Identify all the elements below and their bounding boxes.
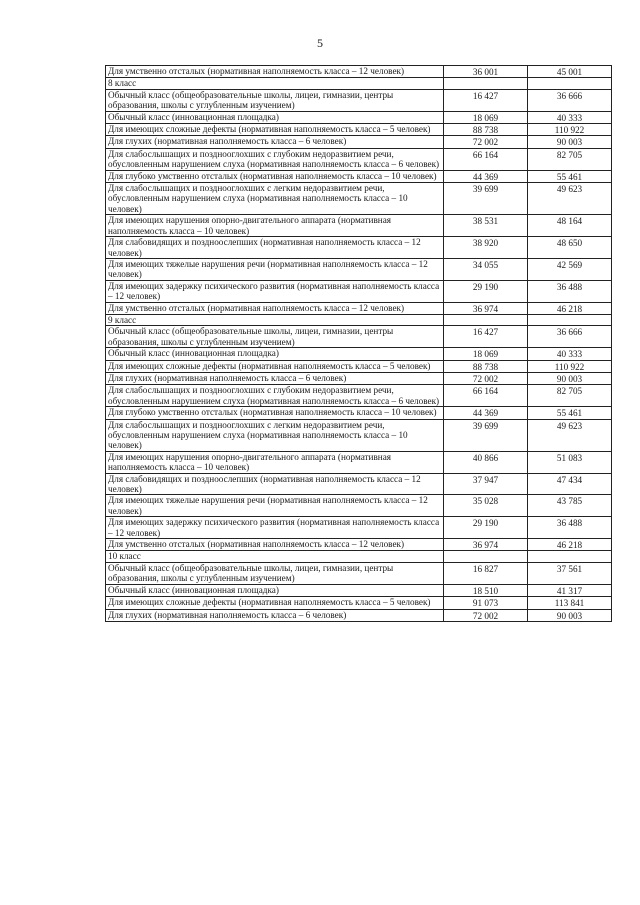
value-column-2: 90 003 — [528, 609, 612, 621]
value-column-2: 48 164 — [528, 215, 612, 237]
value-column-2: 55 461 — [528, 170, 612, 182]
value-column-2: 47 434 — [528, 473, 612, 495]
class-type-label: Для слабослышащих и позднооглохших с глубоким недоразвитием речи, обусловленным нарушением слуха (нормативная наполняемость класса – 6 человек) — [106, 385, 444, 407]
table-row — [106, 280, 612, 302]
class-type-label: Обычный класс (общеобразовательные школы, лицеи, гимназии, центры образования, школы с углубленным изучением) — [106, 89, 444, 111]
class-type-label: Обычный класс (инновационная площадка) — [106, 584, 444, 596]
value-column-2: 82 705 — [528, 148, 612, 170]
value-column-2: 49 623 — [528, 419, 612, 451]
class-type-label: Для глухих (нормативная наполняемость класса – 6 человек) — [106, 136, 444, 148]
value-column-2: 110 922 — [528, 360, 612, 372]
class-type-label: Для имеющих сложные дефекты (нормативная наполняемость класса – 5 человек) — [106, 124, 444, 136]
class-type-label: Для имеющих нарушения опорно-двигательного аппарата (нормативная наполняемость класса – 10 человек) — [106, 451, 444, 473]
table-row — [106, 372, 612, 384]
value-column-1: 16 427 — [444, 89, 528, 111]
table-row — [106, 170, 612, 182]
class-type-label: Для слабослышащих и позднооглохших с легким недоразвитием речи, обусловленным нарушением слуха (нормативная наполняемость класса – 10 человек) — [106, 419, 444, 451]
value-column-1: 91 073 — [444, 597, 528, 609]
value-column-2: 42 569 — [528, 258, 612, 280]
table-row — [106, 539, 612, 551]
value-column-1: 16 427 — [444, 326, 528, 348]
table-row — [106, 348, 612, 360]
value-column-2: 48 650 — [528, 237, 612, 259]
value-column-2: 46 218 — [528, 539, 612, 551]
value-column-1: 72 002 — [444, 609, 528, 621]
value-column-2: 36 488 — [528, 280, 612, 302]
class-type-label: Для имеющих тяжелые нарушения речи (нормативная наполняемость класса – 12 человек) — [106, 495, 444, 517]
value-column-2: 40 333 — [528, 348, 612, 360]
table-row — [106, 111, 612, 123]
class-type-label: Для слабослышащих и позднооглохших с глубоким недоразвитием речи, обусловленным нарушением слуха (нормативная наполняемость класса – 6 человек) — [106, 148, 444, 170]
value-column-1: 66 164 — [444, 148, 528, 170]
class-type-label: Для имеющих сложные дефекты (нормативная наполняемость класса – 5 человек) — [106, 597, 444, 609]
value-column-1: 44 369 — [444, 170, 528, 182]
empty-cell — [444, 78, 528, 89]
value-column-1: 35 028 — [444, 495, 528, 517]
table-row — [106, 407, 612, 419]
table-row — [106, 89, 612, 111]
class-type-label: Для глухих (нормативная наполняемость класса – 6 человек) — [106, 609, 444, 621]
value-column-1: 16 827 — [444, 562, 528, 584]
table-row — [106, 258, 612, 280]
value-column-1: 37 947 — [444, 473, 528, 495]
table-row — [106, 562, 612, 584]
class-type-label: Для имеющих задержку психического развития (нормативная наполняемость класса – 12 человек) — [106, 280, 444, 302]
value-column-2: 36 488 — [528, 517, 612, 539]
table-row — [106, 124, 612, 136]
class-type-label: Для умственно отсталых (нормативная наполняемость класса – 12 человек) — [106, 66, 444, 78]
section-header-row — [106, 78, 612, 89]
class-type-label: Для глухих (нормативная наполняемость класса – 6 человек) — [106, 372, 444, 384]
value-column-1: 18 069 — [444, 111, 528, 123]
empty-cell — [444, 551, 528, 562]
value-column-1: 39 699 — [444, 419, 528, 451]
table-row — [106, 609, 612, 621]
table-row — [106, 326, 612, 348]
class-type-label: Для умственно отсталых (нормативная наполняемость класса – 12 человек) — [106, 302, 444, 314]
table-row — [106, 183, 612, 215]
table-row — [106, 584, 612, 596]
class-type-label: Для имеющих задержку психического развития (нормативная наполняемость класса – 12 человек) — [106, 517, 444, 539]
value-column-1: 34 055 — [444, 258, 528, 280]
value-column-2: 43 785 — [528, 495, 612, 517]
value-column-1: 72 002 — [444, 372, 528, 384]
table-row — [106, 136, 612, 148]
value-column-1: 29 190 — [444, 517, 528, 539]
table-row — [106, 237, 612, 259]
value-column-2: 36 666 — [528, 89, 612, 111]
table-row — [106, 215, 612, 237]
value-column-1: 18 069 — [444, 348, 528, 360]
class-type-label: Для слабослышащих и позднооглохших с легким недоразвитием речи, обусловленным нарушением слуха (нормативная наполняемость класса – 10 человек) — [106, 183, 444, 215]
table-row — [106, 302, 612, 314]
class-type-label: Для имеющих сложные дефекты (нормативная наполняемость класса – 5 человек) — [106, 360, 444, 372]
value-column-2: 36 666 — [528, 326, 612, 348]
value-column-1: 66 164 — [444, 385, 528, 407]
table-row — [106, 148, 612, 170]
value-column-1: 29 190 — [444, 280, 528, 302]
value-column-1: 36 974 — [444, 539, 528, 551]
class-type-label: Для глубоко умственно отсталых (нормативная наполняемость класса – 10 человек) — [106, 407, 444, 419]
value-column-1: 88 738 — [444, 124, 528, 136]
value-column-2: 110 922 — [528, 124, 612, 136]
table-row — [106, 419, 612, 451]
value-column-2: 51 083 — [528, 451, 612, 473]
value-column-1: 39 699 — [444, 183, 528, 215]
value-column-2: 40 333 — [528, 111, 612, 123]
funding-standards-table — [105, 65, 612, 622]
class-type-label: Обычный класс (общеобразовательные школы, лицеи, гимназии, центры образования, школы с углубленным изучением) — [106, 326, 444, 348]
empty-cell — [528, 314, 612, 325]
section-header-row — [106, 314, 612, 325]
value-column-1: 40 866 — [444, 451, 528, 473]
value-column-1: 36 974 — [444, 302, 528, 314]
value-column-2: 82 705 — [528, 385, 612, 407]
section-label: 8 класс — [106, 78, 444, 89]
table-row — [106, 385, 612, 407]
section-header-row — [106, 551, 612, 562]
value-column-2: 90 003 — [528, 372, 612, 384]
value-column-1: 18 510 — [444, 584, 528, 596]
class-type-label: Обычный класс (инновационная площадка) — [106, 348, 444, 360]
value-column-1: 44 369 — [444, 407, 528, 419]
table-body — [106, 66, 612, 622]
table-row — [106, 517, 612, 539]
empty-cell — [444, 314, 528, 325]
value-column-2: 37 561 — [528, 562, 612, 584]
class-type-label: Обычный класс (общеобразовательные школы, лицеи, гимназии, центры образования, школы с углубленным изучением) — [106, 562, 444, 584]
table-row — [106, 451, 612, 473]
value-column-2: 41 317 — [528, 584, 612, 596]
value-column-1: 72 002 — [444, 136, 528, 148]
empty-cell — [528, 551, 612, 562]
table-row — [106, 495, 612, 517]
value-column-2: 55 461 — [528, 407, 612, 419]
value-column-1: 38 531 — [444, 215, 528, 237]
value-column-1: 36 001 — [444, 66, 528, 78]
class-type-label: Обычный класс (инновационная площадка) — [106, 111, 444, 123]
class-type-label: Для глубоко умственно отсталых (нормативная наполняемость класса – 10 человек) — [106, 170, 444, 182]
empty-cell — [528, 78, 612, 89]
value-column-1: 88 738 — [444, 360, 528, 372]
value-column-2: 49 623 — [528, 183, 612, 215]
class-type-label: Для слабовидящих и поздноослепших (нормативная наполняемость класса – 12 человек) — [106, 473, 444, 495]
table-row — [106, 597, 612, 609]
page-number: 5 — [317, 36, 323, 50]
value-column-2: 46 218 — [528, 302, 612, 314]
value-column-1: 38 920 — [444, 237, 528, 259]
value-column-2: 45 001 — [528, 66, 612, 78]
class-type-label: Для слабовидящих и поздноослепших (нормативная наполняемость класса – 12 человек) — [106, 237, 444, 259]
value-column-2: 90 003 — [528, 136, 612, 148]
class-type-label: Для имеющих тяжелые нарушения речи (нормативная наполняемость класса – 12 человек) — [106, 258, 444, 280]
table-row — [106, 473, 612, 495]
class-type-label: Для имеющих нарушения опорно-двигательного аппарата (нормативная наполняемость класса – 10 человек) — [106, 215, 444, 237]
value-column-2: 113 841 — [528, 597, 612, 609]
class-type-label: Для умственно отсталых (нормативная наполняемость класса – 12 человек) — [106, 539, 444, 551]
table-row — [106, 360, 612, 372]
section-label: 9 класс — [106, 314, 444, 325]
table-row — [106, 66, 612, 78]
section-label: 10 класс — [106, 551, 444, 562]
